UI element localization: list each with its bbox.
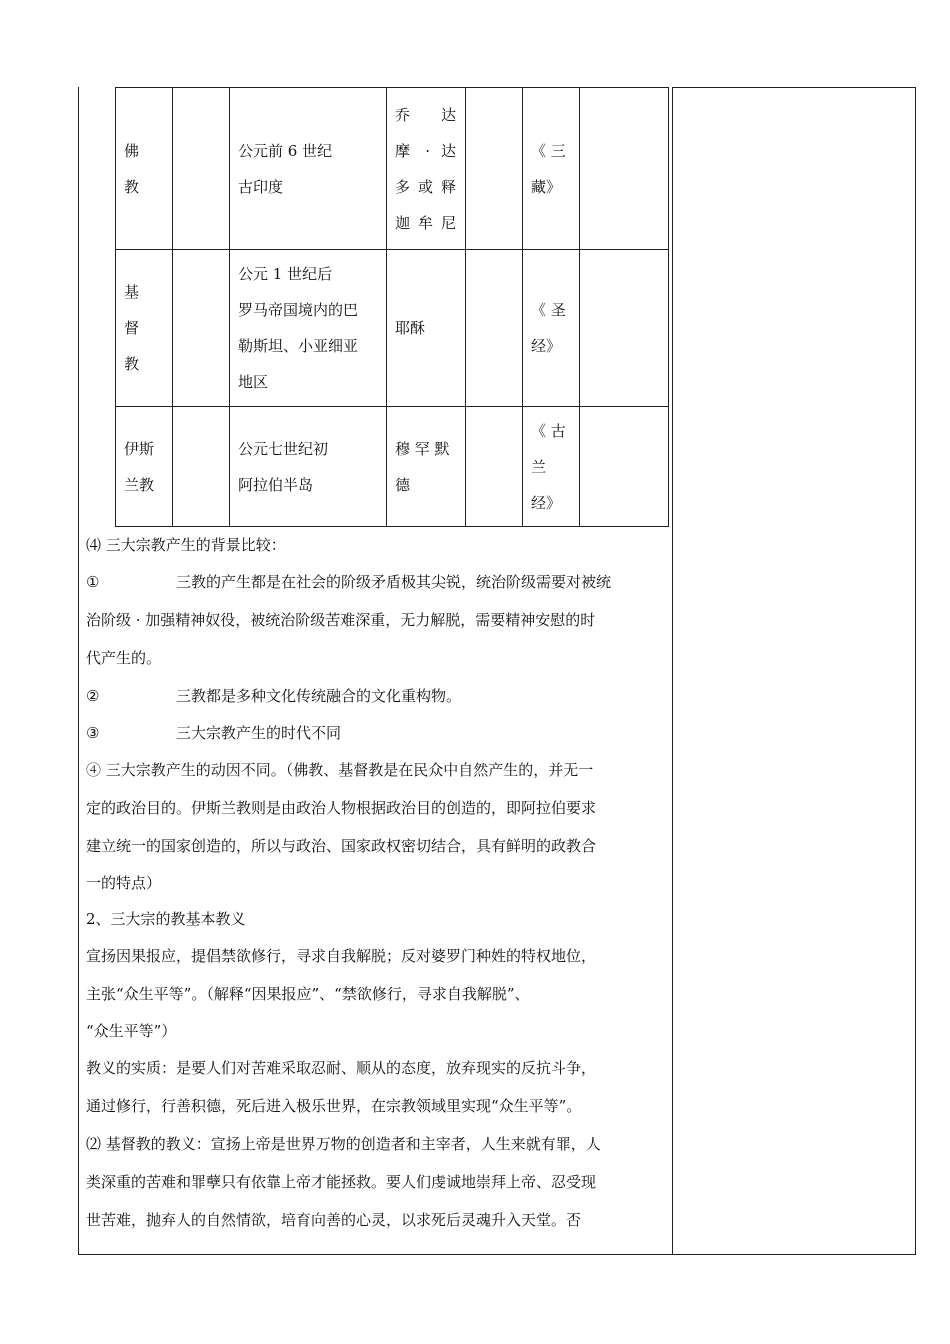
paragraph-line: 教义的实质：是要人们对苦难采取忍耐、顺从的态度，放弃现实的反抗斗争， — [86, 1059, 597, 1077]
paragraph-line — [86, 677, 666, 715]
table-row — [116, 250, 669, 407]
body-text — [86, 527, 666, 1239]
empty-cell — [466, 88, 523, 250]
paragraph-line: ⑵ 基督教的教义：宣扬上帝是世界万物的创造者和主宰者，人生来就有罪，人 — [86, 1135, 601, 1153]
empty-cell — [173, 407, 230, 527]
empty-cell — [173, 250, 230, 407]
paragraph-line: “众生平等”） — [86, 1022, 177, 1040]
table-row — [116, 407, 669, 527]
empty-cell — [466, 407, 523, 527]
line-text: 三大宗教产生的时代不同 — [176, 724, 342, 742]
founder-cell: 乔 达 摩 · 达 多 或 释 迦牟尼 — [387, 88, 466, 250]
scripture-cell: 《 古 兰 经》 — [523, 407, 580, 527]
paragraph-line: 定的政治目的。伊斯兰教则是由政治人物根据政治目的创造的，即阿拉伯要求 — [86, 799, 597, 817]
paragraph-line — [86, 715, 666, 751]
paragraph-line: 建立统一的国家创造的，所以与政治、国家政权密切结合，具有鲜明的政教合 — [86, 837, 597, 855]
time-place-cell: 公元 1 世纪后 罗马帝国境内的巴 勒斯坦、小亚细亚 地区 — [230, 250, 387, 407]
column-divider — [672, 87, 673, 1255]
paragraph-line: 代产生的。 — [86, 649, 162, 667]
empty-cell — [580, 88, 669, 250]
paragraph-line: 主张“众生平等”。（解释“因果报应”、“禁欲修行，寻求自我解脱”、 — [86, 985, 530, 1003]
paragraph-line: 一的特点） — [86, 874, 162, 892]
section-heading: 2、三大宗的教基本教义 — [86, 910, 246, 928]
right-column-top-border — [672, 87, 916, 88]
paragraph-line: 类深重的苦难和罪孽只有依靠上帝才能拯救。要人们虔诚地崇拜上帝、忍受现 — [86, 1173, 597, 1191]
paragraph-line: ④ 三大宗教产生的动因不同。（佛教、基督教是在民众中自然产生的，并无一 — [86, 761, 594, 779]
religion-cell: 伊斯 兰教 — [116, 407, 173, 527]
paragraph-line: 世苦难，抛弃人的自然情欲，培育向善的心灵，以求死后灵魂升入天堂。否 — [86, 1211, 582, 1229]
founder-cell: 穆 罕 默 德 — [387, 407, 466, 527]
empty-cell — [466, 250, 523, 407]
empty-cell — [580, 407, 669, 527]
line-text: 三教的产生都是在社会的阶级矛盾极其尖锐，统治阶级需要对被统 — [176, 573, 612, 591]
line-text: 三教都是多种文化传统融合的文化重构物。 — [176, 687, 462, 705]
section-heading: ⑷ 三大宗教产生的背景比较： — [86, 536, 286, 554]
scripture-cell: 《 三 藏》 — [523, 88, 580, 250]
paragraph-line: 宣扬因果报应，提倡禁欲修行，寻求自我解脱；反对婆罗门种姓的特权地位， — [86, 947, 597, 965]
item-number: ② — [86, 687, 100, 705]
paragraph-line: 治阶级 · 加强精神奴役，被统治阶级苦难深重，无力解脱，需要精神安慰的时 — [86, 611, 596, 629]
item-number: ③ — [86, 724, 100, 742]
time-place-cell: 公元前 6 世纪 古印度 — [230, 88, 387, 250]
religion-cell: 佛 教 — [116, 88, 173, 250]
paragraph-line — [86, 563, 666, 601]
item-number: ① — [86, 573, 100, 591]
scripture-cell: 《 圣 经》 — [523, 250, 580, 407]
empty-cell — [173, 88, 230, 250]
religion-cell: 基 督 教 — [116, 250, 173, 407]
founder-cell: 耶酥 — [387, 250, 466, 407]
time-place-cell: 公元七世纪初 阿拉伯半岛 — [230, 407, 387, 527]
paragraph-line: 通过修行，行善积德，死后进入极乐世界，在宗教领域里实现“众生平等”。 — [86, 1097, 582, 1115]
empty-cell — [580, 250, 669, 407]
religions-table — [115, 87, 669, 527]
table-row — [116, 88, 669, 250]
